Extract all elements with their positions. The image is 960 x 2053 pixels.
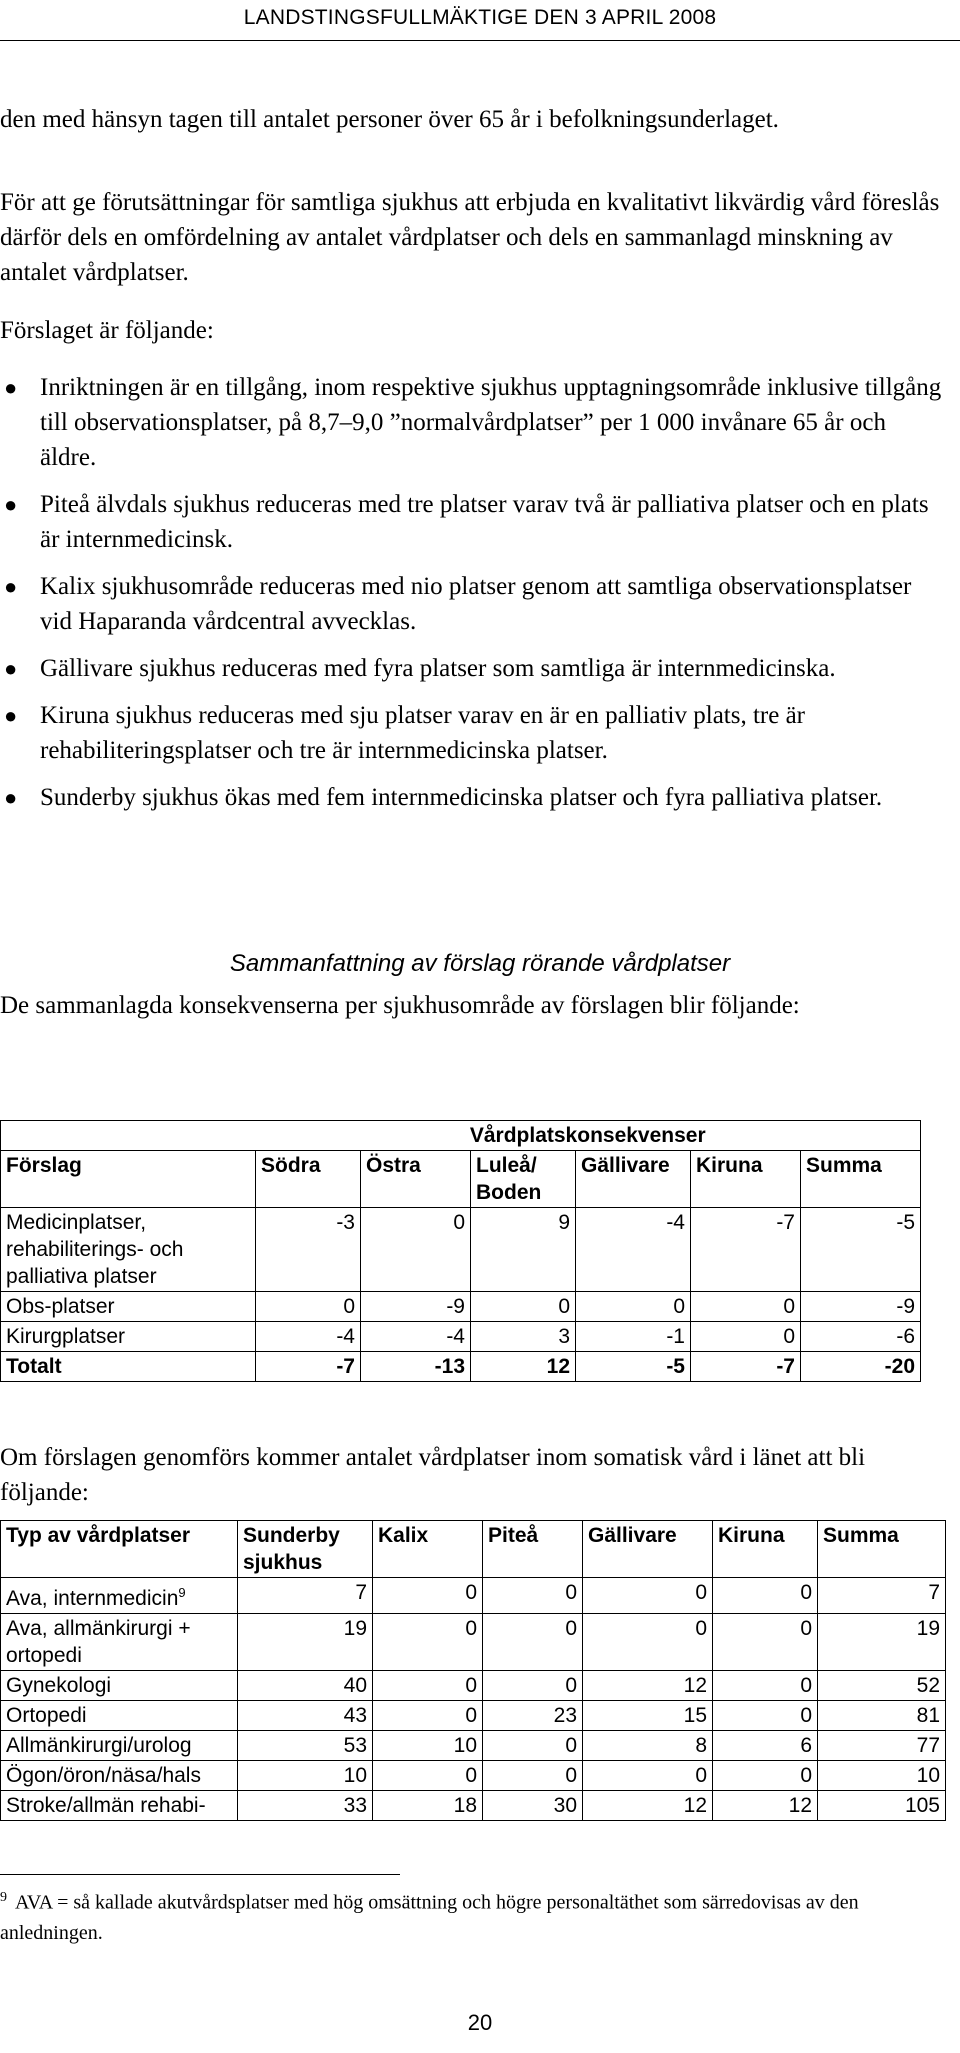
page-number: 20	[467, 2010, 493, 2035]
bullet-icon: ●	[4, 375, 18, 400]
running-header: LANDSTINGSFULLMÄKTIGE DEN 3 APRIL 2008	[243, 6, 717, 29]
table-row: Kirurgplatser -4 -4 3 -1 0 -6	[1, 1322, 921, 1352]
paragraph-intro: den med hänsyn tagen till antalet personer över 65 år i befolkningsunderlaget.	[0, 106, 779, 133]
bullet-icon: ●	[4, 492, 18, 517]
column-header: Förslag	[1, 1151, 256, 1208]
column-header: Kiruna	[713, 1521, 818, 1578]
column-header: Typ av vårdplatser	[1, 1521, 238, 1578]
summary-intro: De sammanlagda konsekvenserna per sjukhusområde av förslagen blir följande:	[0, 992, 800, 1019]
list-item: ● Sunderby sjukhus ökas med fem internmedicinska platser och fyra palliativa platser.	[0, 780, 945, 815]
list-item: ● Kalix sjukhusområde reduceras med nio platser genom att samtliga observationsplatser vid Haparanda vårdcentral avvecklas.	[0, 569, 945, 639]
header-rule	[0, 40, 960, 41]
column-header: Kalix	[373, 1521, 483, 1578]
footnote	[0, 1883, 945, 1948]
table-row: Ava, allmänkirurgi + ortopedi 19 0 0 0 0 19	[1, 1614, 946, 1671]
bullet-icon: ●	[4, 785, 18, 810]
capacity-table	[0, 1520, 946, 1821]
column-header: Piteå	[483, 1521, 583, 1578]
table2-intro: Om förslagen genomförs kommer antalet vårdplatser inom somatisk vård i länet att bli följande:	[0, 1444, 866, 1506]
consequences-table	[0, 1120, 921, 1382]
table-row: Allmänkirurgi/urolog 53 10 0 8 6 77	[1, 1731, 946, 1761]
column-header: Östra	[361, 1151, 471, 1208]
list-item: ● Kiruna sjukhus reduceras med sju platser varav en är en palliativ plats, tre är rehabiliteringsplatser och tre är internmedicinska platser.	[0, 698, 945, 768]
list-item: ● Piteå älvdals sjukhus reduceras med tre platser varav två är palliativa platser och en plats är internmedicinsk.	[0, 487, 945, 557]
column-header: Södra	[256, 1151, 361, 1208]
proposal-list	[0, 370, 945, 827]
footnote-text: AVA = så kallade akutvårdsplatser med hög omsättning och högre personaltäthet som särredovisas av den anledningen.	[0, 1891, 859, 1944]
table-row: Ögon/öron/näsa/hals 10 0 0 0 0 10	[1, 1761, 946, 1791]
column-header: Gällivare	[576, 1151, 691, 1208]
table-row: Obs-platser 0 -9 0 0 0 -9	[1, 1292, 921, 1322]
list-item: ● Inriktningen är en tillgång, inom respektive sjukhus upptagningsområde inklusive tillgång till observationsplatser, på 8,7–9,0 ”normalvårdplatser” per 1 000 invånare 65 år och äldre.	[0, 370, 945, 475]
paragraph-list-lead: Förslaget är följande:	[0, 317, 214, 344]
section-heading: Sammanfattning av förslag rörande vårdplatser	[229, 950, 731, 977]
table-row: Stroke/allmän rehabi- 33 18 30 12 12 105	[1, 1791, 946, 1821]
column-header: Summa	[818, 1521, 946, 1578]
column-header: Kiruna	[691, 1151, 801, 1208]
table-row: Ortopedi 43 0 23 15 0 81	[1, 1701, 946, 1731]
bullet-icon: ●	[4, 656, 18, 681]
table-row: Gynekologi 40 0 0 12 0 52	[1, 1671, 946, 1701]
bullet-icon: ●	[4, 703, 18, 728]
table-total-row: Totalt -7 -13 12 -5 -7 -20	[1, 1352, 921, 1382]
column-header: Sunderby sjukhus	[238, 1521, 373, 1578]
table-row: Medicinplatser, rehabiliterings- och palliativa platser -3 0 9 -4 -7 -5	[1, 1208, 921, 1292]
bullet-icon: ●	[4, 574, 18, 599]
column-header: Luleå/ Boden	[471, 1151, 576, 1208]
column-header: Summa	[801, 1151, 921, 1208]
table-title: Vårdplatskonsekvenser	[256, 1121, 921, 1151]
footnote-ref: 9	[178, 1585, 186, 1600]
footnote-mark: 9	[0, 1890, 7, 1905]
column-header: Gällivare	[583, 1521, 713, 1578]
paragraph-proposal: För att ge förutsättningar för samtliga sjukhus att erbjuda en kvalitativt likvärdig vård föreslås därför dels en omfördelning av antalet vårdplatser och dels en sammanlagd minskning av antalet vårdplatser.	[0, 189, 940, 286]
table-row: Ava, internmedicin$^9$ 7 0 0 0 0 7	[1, 1578, 946, 1614]
list-item: ● Gällivare sjukhus reduceras med fyra platser som samtliga är internmedicinska.	[0, 651, 945, 686]
footnote-rule	[0, 1874, 400, 1875]
